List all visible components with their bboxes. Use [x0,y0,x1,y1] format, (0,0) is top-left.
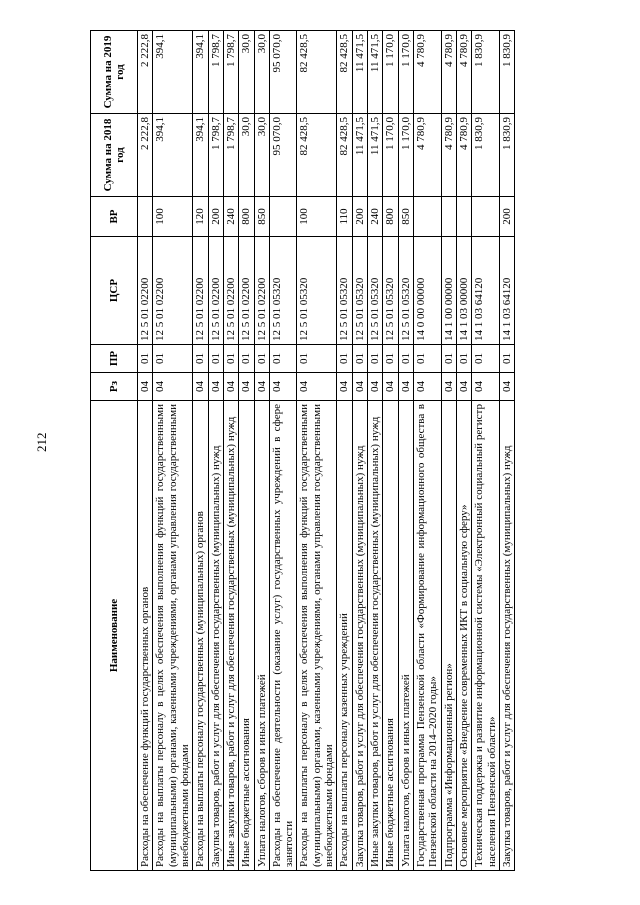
cell-sum-2019: 11 471,5 [352,31,367,114]
cell-name: Расходы на выплаты персоналу в целях обеспечения выполнения функций государственными (муниципальными) органами, казенными учреждениями, органами управления государственными внебюджетными фондами [297,401,337,871]
cell-sum-2018: 4 780,9 [456,114,471,197]
cell-csr: 12 5 01 02200 [239,237,254,345]
table-row [352,31,367,871]
cell-csr: 12 5 01 05320 [297,237,337,345]
cell-vr: 240 [368,197,383,237]
table-row [456,31,471,871]
cell-vr: 120 [193,197,208,237]
cell-vr [472,197,500,237]
cell-name: Закупка товаров, работ и услуг для обеспечения государственных (муниципальных) нужд [499,401,514,871]
cell-pr: 01 [138,345,153,373]
cell-sum-2019: 4 780,9 [456,31,471,114]
cell-csr: 14 1 03 64120 [472,237,500,345]
cell-rz: 04 [193,373,208,401]
cell-name: Расходы на выплаты персоналу казенных учреждений [337,401,352,871]
cell-rz: 04 [398,373,413,401]
cell-name: Подпрограмма «Информационный регион» [441,401,456,871]
cell-vr: 110 [337,197,352,237]
cell-vr: 240 [223,197,238,237]
header-sum-2019: Сумма на 2019 год [91,31,138,114]
cell-sum-2019: 394,1 [193,31,208,114]
cell-csr: 12 5 01 02200 [193,237,208,345]
cell-sum-2018: 1 798,7 [223,114,238,197]
header-csr: ЦСР [91,237,138,345]
cell-sum-2018: 1 170,0 [398,114,413,197]
cell-sum-2019: 4 780,9 [413,31,441,114]
cell-name: Основное мероприятие «Внедрение современных ИКТ в социальную сферу» [456,401,471,871]
page-number: 212 [34,432,49,452]
header-row [91,31,138,871]
budget-table [90,30,515,871]
cell-pr: 01 [254,345,269,373]
table-row [499,31,514,871]
cell-sum-2018: 11 471,5 [368,114,383,197]
cell-name: Иные бюджетные ассигнования [239,401,254,871]
table-row [193,31,208,871]
cell-sum-2019: 30,0 [254,31,269,114]
table-row [337,31,352,871]
table-row [153,31,193,871]
cell-csr: 12 5 01 02200 [153,237,193,345]
cell-rz: 04 [352,373,367,401]
cell-sum-2019: 1 170,0 [383,31,398,114]
cell-name: Закупка товаров, работ и услуг для обеспечения государственных (муниципальных) нужд [208,401,223,871]
cell-vr [441,197,456,237]
cell-name: Расходы на обеспечение деятельности (оказание услуг) государственных учреждений в сфере занятости [269,401,297,871]
cell-name: Закупка товаров, работ и услуг для обеспечения государственных (муниципальных) нужд [352,401,367,871]
header-name: Наименование [91,401,138,871]
cell-csr: 12 5 01 05320 [383,237,398,345]
table-row [383,31,398,871]
cell-pr: 01 [368,345,383,373]
table-row [297,31,337,871]
cell-rz: 04 [223,373,238,401]
cell-rz: 04 [297,373,337,401]
cell-csr: 12 5 01 05320 [352,237,367,345]
cell-sum-2018: 82 428,5 [297,114,337,197]
header-pr: ПР [91,345,138,373]
cell-sum-2019: 1 798,7 [223,31,238,114]
cell-rz: 04 [368,373,383,401]
cell-sum-2018: 1 798,7 [208,114,223,197]
cell-sum-2019: 1 798,7 [208,31,223,114]
cell-pr: 01 [441,345,456,373]
header-sum-2018: Сумма на 2018 год [91,114,138,197]
cell-rz: 04 [138,373,153,401]
header-vr: ВР [91,197,138,237]
cell-pr: 01 [223,345,238,373]
table-header [91,31,138,871]
cell-name: Расходы на выплаты персоналу государственных (муниципальных) органов [193,401,208,871]
cell-name: Государственная программа Пензенской области «Формирование информационного общества в Пензенской области на 2014–2020 годы» [413,401,441,871]
cell-rz: 04 [269,373,297,401]
cell-sum-2018: 11 471,5 [352,114,367,197]
rotated-page-content [90,31,600,871]
cell-csr: 14 1 03 64120 [499,237,514,345]
cell-sum-2018: 82 428,5 [337,114,352,197]
cell-sum-2018: 1 170,0 [383,114,398,197]
cell-csr: 12 5 01 05320 [269,237,297,345]
cell-pr: 01 [337,345,352,373]
table-row [269,31,297,871]
cell-rz: 04 [254,373,269,401]
cell-sum-2019: 1 830,9 [472,31,500,114]
cell-pr: 01 [352,345,367,373]
cell-rz: 04 [383,373,398,401]
cell-pr: 01 [383,345,398,373]
cell-sum-2019: 1 170,0 [398,31,413,114]
cell-sum-2018: 95 070,0 [269,114,297,197]
cell-vr: 200 [352,197,367,237]
cell-pr: 01 [239,345,254,373]
table-row [239,31,254,871]
cell-sum-2018: 4 780,9 [413,114,441,197]
table-row [472,31,500,871]
cell-sum-2018: 1 830,9 [472,114,500,197]
cell-pr: 01 [398,345,413,373]
table-body [138,31,515,871]
cell-csr: 12 5 01 02200 [223,237,238,345]
cell-vr: 800 [383,197,398,237]
cell-sum-2018: 394,1 [153,114,193,197]
cell-name: Расходы на обеспечение функций государственных органов [138,401,153,871]
table-row [223,31,238,871]
cell-name: Уплата налогов, сборов и иных платежей [398,401,413,871]
cell-sum-2019: 394,1 [153,31,193,114]
cell-vr: 200 [208,197,223,237]
cell-csr: 12 5 01 02200 [208,237,223,345]
cell-sum-2019: 11 471,5 [368,31,383,114]
cell-pr: 01 [456,345,471,373]
table-row [254,31,269,871]
cell-vr [269,197,297,237]
table-row [138,31,153,871]
table-row [441,31,456,871]
cell-name: Уплата налогов, сборов и иных платежей [254,401,269,871]
cell-sum-2019: 82 428,5 [297,31,337,114]
cell-rz: 04 [153,373,193,401]
cell-vr: 100 [297,197,337,237]
cell-sum-2019: 1 830,9 [499,31,514,114]
table-row [398,31,413,871]
cell-rz: 04 [472,373,500,401]
cell-rz: 04 [337,373,352,401]
cell-pr: 01 [153,345,193,373]
cell-rz: 04 [441,373,456,401]
cell-vr [413,197,441,237]
cell-sum-2018: 30,0 [254,114,269,197]
cell-csr: 12 5 01 05320 [337,237,352,345]
cell-pr: 01 [472,345,500,373]
cell-rz: 04 [413,373,441,401]
cell-sum-2019: 2 222,8 [138,31,153,114]
cell-csr: 12 5 01 02200 [138,237,153,345]
cell-sum-2018: 394,1 [193,114,208,197]
cell-vr: 800 [239,197,254,237]
cell-sum-2019: 30,0 [239,31,254,114]
cell-pr: 01 [297,345,337,373]
cell-sum-2019: 95 070,0 [269,31,297,114]
cell-pr: 01 [269,345,297,373]
cell-name: Иные закупки товаров, работ и услуг для обеспечения государственных (муниципальных) нужд [368,401,383,871]
table-row [413,31,441,871]
cell-vr: 850 [398,197,413,237]
cell-vr: 850 [254,197,269,237]
cell-csr: 12 5 01 05320 [368,237,383,345]
cell-sum-2018: 1 830,9 [499,114,514,197]
cell-sum-2018: 30,0 [239,114,254,197]
cell-rz: 04 [208,373,223,401]
cell-name: Расходы на выплаты персоналу в целях обеспечения выполнения функций государственными (муниципальными) органами, казенными учреждениями, органами управления государственными внебюджетными фондами [153,401,193,871]
cell-sum-2018: 4 780,9 [441,114,456,197]
cell-pr: 01 [499,345,514,373]
cell-pr: 01 [413,345,441,373]
cell-name: Техническая поддержка и развитие информационной системы «Электронный социальный регистр населения Пензенской области» [472,401,500,871]
cell-csr: 12 5 01 05320 [398,237,413,345]
cell-rz: 04 [456,373,471,401]
cell-sum-2019: 4 780,9 [441,31,456,114]
cell-vr [456,197,471,237]
cell-vr: 100 [153,197,193,237]
cell-csr: 14 1 00 00000 [441,237,456,345]
cell-csr: 14 1 03 00000 [456,237,471,345]
cell-pr: 01 [208,345,223,373]
cell-name: Иные бюджетные ассигнования [383,401,398,871]
cell-vr [138,197,153,237]
header-rz: Рз [91,373,138,401]
cell-vr: 200 [499,197,514,237]
cell-rz: 04 [499,373,514,401]
cell-sum-2018: 2 222,8 [138,114,153,197]
cell-sum-2019: 82 428,5 [337,31,352,114]
table-row [368,31,383,871]
cell-csr: 12 5 01 02200 [254,237,269,345]
cell-name: Иные закупки товаров, работ и услуг для обеспечения государственных (муниципальных) нужд [223,401,238,871]
cell-rz: 04 [239,373,254,401]
cell-csr: 14 0 00 00000 [413,237,441,345]
cell-pr: 01 [193,345,208,373]
table-row [208,31,223,871]
